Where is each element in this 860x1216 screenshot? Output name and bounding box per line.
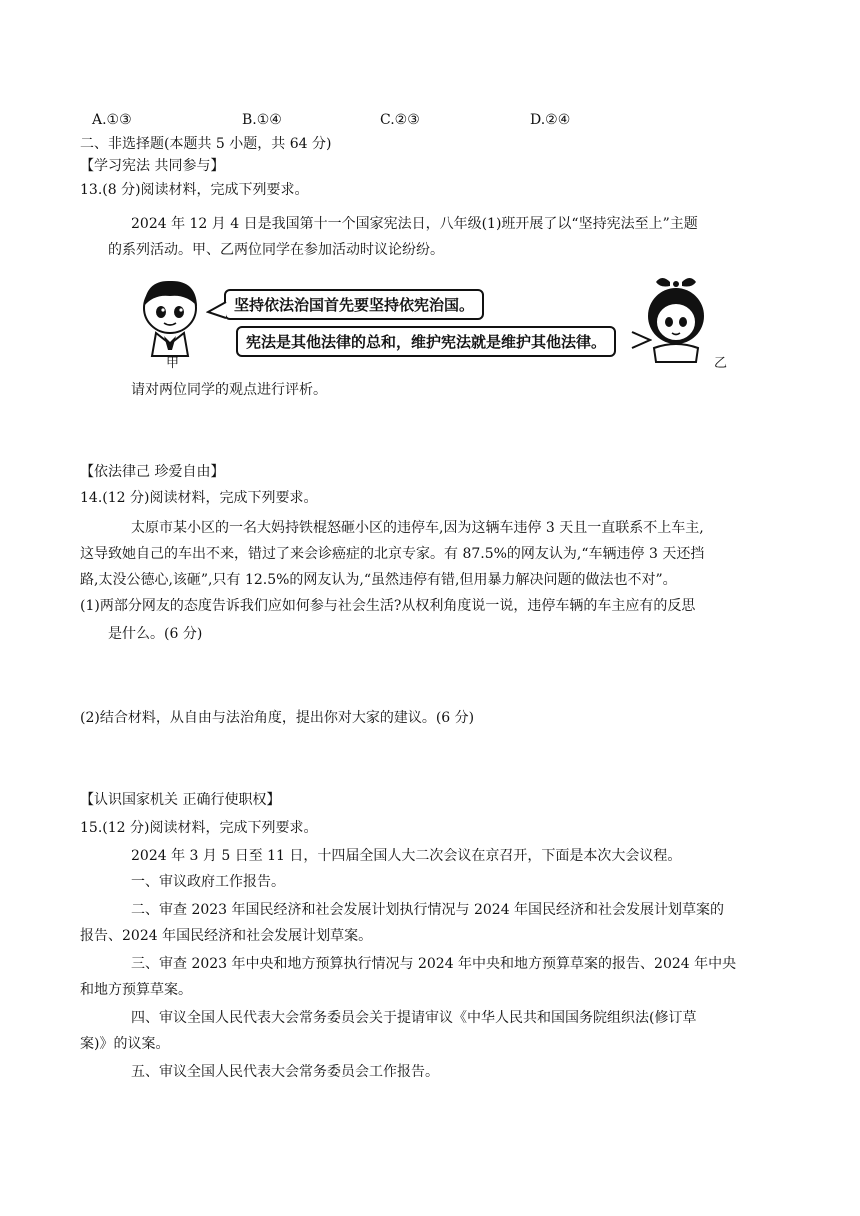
q14-material-line-3: 路,太没公德心,该砸”,只有 12.5%的网友认为,“虽然违停有错,但用暴力解决问题的做法也不对”。: [80, 572, 677, 588]
q13-material-line-2: 的系列活动。甲、乙两位同学在参加活动时议论纷纷。: [108, 242, 444, 258]
question-13: 13.(8 分)阅读材料，完成下列要求。: [80, 182, 309, 198]
heading-freedom: 【依法律己 珍爱自由】: [80, 464, 225, 480]
question-15: 15.(12 分)阅读材料，完成下列要求。: [80, 820, 318, 836]
agenda-item-3-line-1: 三、审查 2023 年中央和地方预算执行情况与 2024 年中央和地方预算草案的报告、2024 年中央: [131, 956, 737, 972]
section-2-title: 二、非选择题(本题共 5 小题，共 64 分): [80, 136, 332, 152]
agenda-item-2-line-1: 二、审查 2023 年国民经济和社会发展计划执行情况与 2024 年国民经济和社会发展计划草案的: [131, 902, 725, 918]
q14-material-line-1: 太原市某小区的一名大妈持铁棍怒砸小区的违停车,因为这辆车违停 3 天且一直联系不上车主,: [131, 520, 704, 536]
option-b: B.①④: [242, 112, 282, 128]
agenda-item-5: 五、审议全国人民代表大会常务委员会工作报告。: [131, 1064, 439, 1080]
q14-sub1-line-2: 是什么。(6 分): [108, 626, 203, 642]
speech-bubble-jia: 坚持依法治国首先要坚持依宪治国。: [224, 289, 484, 320]
bubble-tail-jia: [206, 300, 228, 320]
agenda-item-4-line-1: 四、审议全国人民代表大会常务委员会关于提请审议《中华人民共和国国务院组织法(修订草: [131, 1010, 697, 1026]
option-a: A.①③: [92, 112, 132, 128]
boy-jia-illustration: [136, 276, 226, 376]
q14-material-line-2: 这导致她自己的车出不来，错过了来会诊癌症的北京专家。有 87.5%的网友认为,“车辆违停 3 天还挡: [80, 546, 705, 562]
agenda-item-2-line-2: 报告、2024 年国民经济和社会发展计划草案。: [80, 928, 373, 944]
q15-intro: 2024 年 3 月 5 日至 11 日，十四届全国人大二次会议在京召开，下面是本次大会议程。: [131, 848, 682, 864]
agenda-item-1: 一、审议政府工作报告。: [131, 874, 285, 890]
question-14: 14.(12 分)阅读材料，完成下列要求。: [80, 490, 318, 506]
speech-bubble-yi: 宪法是其他法律的总和，维护宪法就是维护其他法律。: [236, 326, 616, 357]
label-yi: 乙: [714, 356, 728, 371]
q13-material-line-1: 2024 年 12 月 4 日是我国第十一个国家宪法日，八年级(1)班开展了以“坚持宪法至上”主题: [131, 216, 698, 232]
option-c: C.②③: [380, 112, 420, 128]
option-d: D.②④: [530, 112, 571, 128]
q14-sub1-line-1: (1)两部分网友的态度告诉我们应如何参与社会生活?从权利角度说一说，违停车辆的车主应有的反思: [80, 598, 696, 614]
agenda-item-3-line-2: 和地方预算草案。: [80, 982, 192, 998]
label-jia: 甲: [166, 356, 180, 371]
agenda-item-4-line-2: 案)》的议案。: [80, 1036, 170, 1052]
heading-constitution: 【学习宪法 共同参与】: [80, 158, 225, 174]
q13-task: 请对两位同学的观点进行评析。: [131, 382, 327, 398]
heading-state-organs: 【认识国家机关 正确行使职权】: [80, 792, 281, 808]
q14-sub2: (2)结合材料，从自由与法治角度，提出你对大家的建议。(6 分): [80, 710, 475, 726]
